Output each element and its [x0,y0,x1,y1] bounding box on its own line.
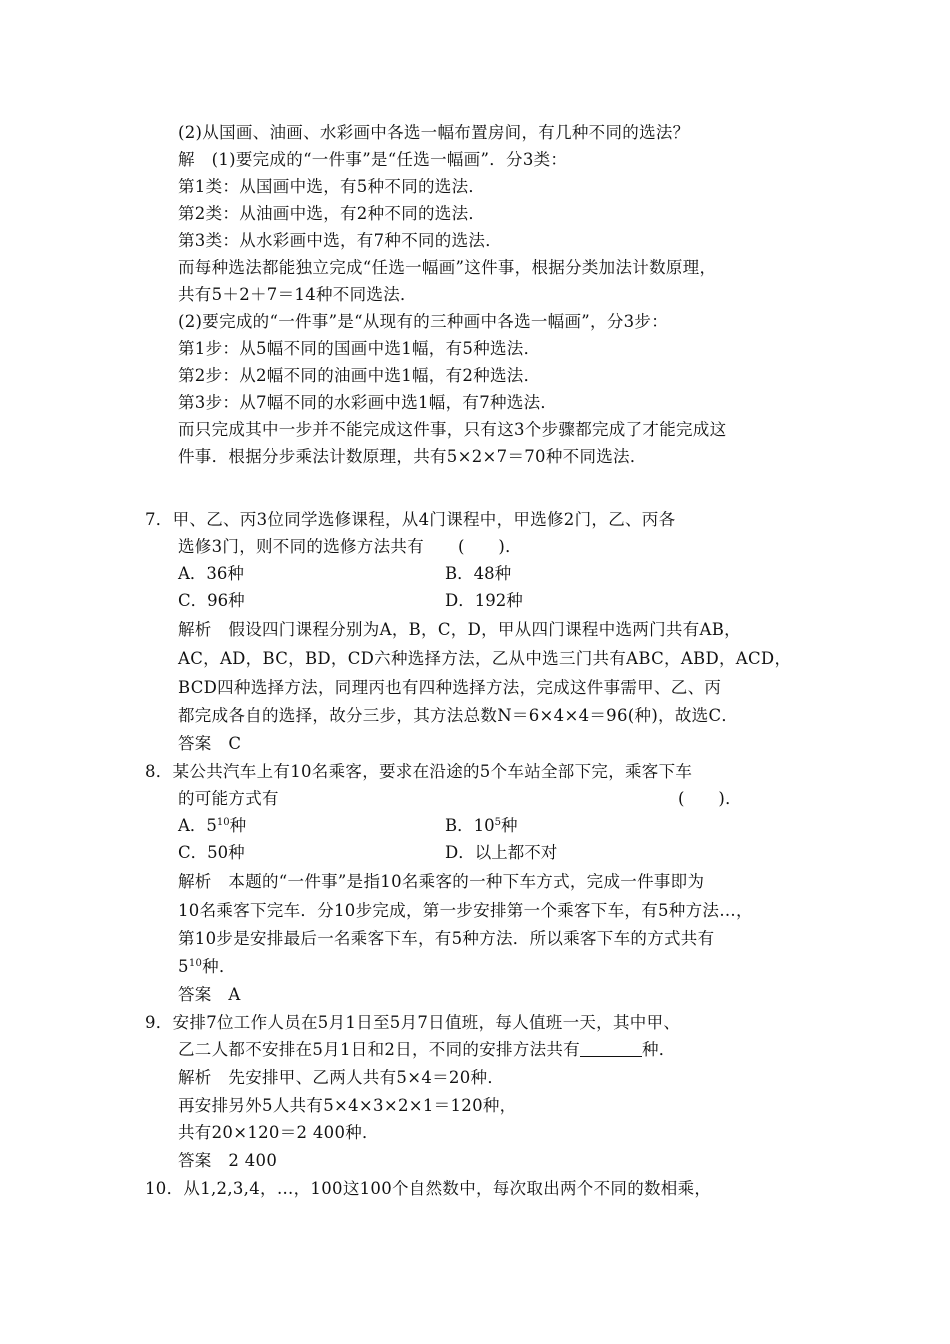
analysis-line: 第10步是安排最后一名乘客下车，有5种方法．所以乘客下车的方式共有 [178,929,715,948]
answer-bracket: ( )． [458,537,522,556]
option-c: C．96种 [178,591,245,610]
option-d: D．192种 [445,591,523,610]
option-a: A．$5^{10}$种 [178,816,247,835]
option-a: A．36种 [178,564,244,583]
answer-line: 答案 2 400 [178,1151,278,1170]
solution-line: 第1步：从5幅不同的国画中选1幅，有5种选法． [178,339,541,358]
solution-line: 而每种选法都能独立完成“任选一幅画”这件事，根据分类加法计数原理， [178,258,717,277]
answer-bracket: ( )． [678,789,742,808]
solution-line: 第1类：从国画中选，有5种不同的选法． [178,177,486,196]
question-10-line: 10．从1,2,3,4，…，100这100个自然数中，每次取出两个不同的数相乘， [145,1179,712,1198]
analysis-line: $5^{10}$种． [178,957,236,976]
question-9-line: 9．安排7位工作人员在5月1日至5月7日值班，每人值班一天，其中甲、 [145,1013,681,1032]
answer-line: 答案 C [178,734,242,753]
solution-line: 而只完成其中一步并不能完成这件事，只有这3个步骤都完成了才能完成这 [178,420,727,439]
option-b: B．$10^5$种 [445,816,518,835]
question-7-line: 7．甲、乙、丙3位同学选修课程，从4门课程中，甲选修2门，乙、丙各 [145,510,676,529]
solution-line: (2)要完成的“一件事”是“从现有的三种画中各选一幅画”，分3步： [178,312,669,331]
option-d: D．以上都不对 [445,843,558,862]
analysis-line: 解析 假设四门课程分别为A，B，C，D，甲从四门课程中选两门共有AB， [178,620,741,639]
option-c: C．50种 [178,843,245,862]
analysis-line: BCD四种选择方法，同理丙也有四种选择方法，完成这件事需甲、乙、丙 [178,678,722,697]
analysis-line: 共有20×120＝2 400种． [178,1123,379,1142]
question-2-text: (2)从国画、油画、水彩画中各选一幅布置房间，有几种不同的选法？ [178,123,690,142]
fill-in-blank [580,1042,642,1057]
analysis-line: 10名乘客下完车．分10步完成，第一步安排第一个乘客下车，有5种方法…， [178,901,753,920]
question-7-stem: 选修3门，则不同的选修方法共有 [178,537,424,556]
analysis-line: AC，AD，BC，BD，CD六种选择方法，乙从中选三门共有ABC，ABD，ACD， [178,649,792,668]
question-8-line: 8．某公共汽车上有10名乘客，要求在沿途的5个车站全部下完，乘客下车 [145,762,693,781]
answer-line: 答案 A [178,985,241,1004]
analysis-line: 解析 本题的“一件事”是指10名乘客的一种下车方式，完成一件事即为 [178,872,705,891]
analysis-line: 都完成各自的选择，故分三步，其方法总数N＝6×4×4＝96(种)，故选C． [178,706,739,725]
analysis-line: 再安排另外5人共有5×4×3×2×1＝120种， [178,1096,517,1115]
question-8-stem: 的可能方式有 [178,789,279,808]
solution-line: 第2步：从2幅不同的油画中选1幅，有2种选法． [178,366,541,385]
solution-line: 第3步：从7幅不同的水彩画中选1幅，有7种选法． [178,393,558,412]
solution-line: 第3类：从水彩画中选，有7种不同的选法． [178,231,502,250]
solution-line: 第2类：从油画中选，有2种不同的选法． [178,204,486,223]
solution-line: 共有5＋2＋7＝14种不同选法． [178,285,417,304]
question-9-line: 乙二人都不安排在5月1日和2日，不同的安排方法共有 种． [178,1040,676,1059]
solution-heading: 解 (1)要完成的“一件事”是“任选一幅画”．分3类： [178,150,568,169]
solution-line: 件事．根据分步乘法计数原理，共有5×2×7＝70种不同选法． [178,447,647,466]
analysis-line: 解析 先安排甲、乙两人共有5×4＝20种． [178,1068,505,1087]
option-b: B．48种 [445,564,512,583]
question-7-line [178,537,522,557]
